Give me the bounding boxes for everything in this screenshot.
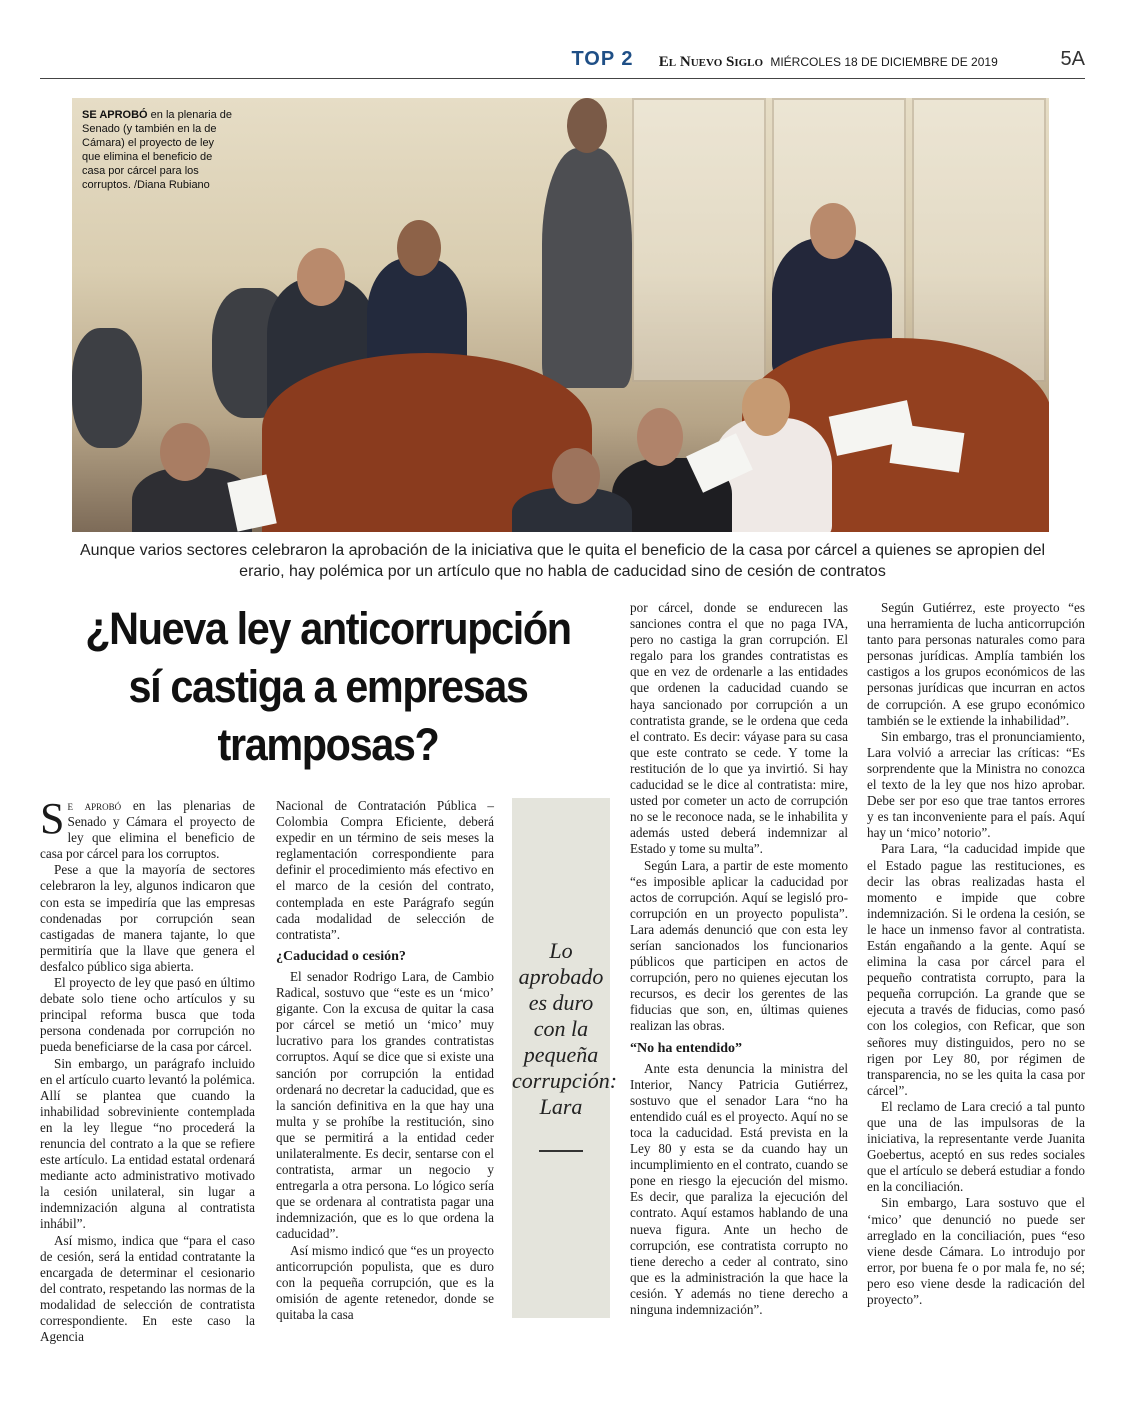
photo-caption-lead: SE APROBÓ [82, 109, 148, 121]
paragraph: Según Lara, a partir de este momento “es imposible aplicar la caducidad por actos de corrupción. Aquí se legisló pro-corrupción en un proyecto populista”. Lara además denunció que con esta ley serían sancionados los funcionarios públicos que participen en actos de corrupción, pero no quienes ejecutan los recursos, es decir los gerentes de las fiducias que son, en, últimas quienes realizan las obras. [630, 857, 848, 1034]
paragraph: Según Gutiérrez, este proyecto “es una herramienta de lucha anticorrupción tanto para personas naturales como para personas jurídicas. Amplía también los castigos a los grupos económicos de las personas jurídicas que incurran en actos de corrupción. A ese grupo económico también se le extiende la inhabilidad”. [867, 600, 1085, 728]
paragraph: Nacional de Contratación Pública –Colombia Compra Eficiente, deberá expedir en un término de seis meses la reglamentación correspondiente para definir el procedimiento más efectivo en el marco de la cesión del contrato, contemplada en este Parágrafo según cada modalidad de selección de contratista”. [276, 798, 494, 942]
headline-line-1: ¿Nueva ley anticorrupción [85, 603, 571, 654]
drop-cap: S [40, 794, 65, 843]
photo-caption [82, 108, 232, 192]
photo-cutline: Aunque varios sectores celebraron la aprobación de la iniciativa que le quita el beneficio de la casa por cárcel a quienes se apropien del erario, hay polémica por un artículo que no habla de caducidad sino de cesión de contratos [79, 542, 1046, 580]
paragraph: Sin embargo, Lara sostuvo que el ‘mico’ que denunció no puede ser arreglado en la conciliación, pues “eso viene desde Cámara. Lo introdujo por error, por buena fe o por mala fe, no sé; pero eso viene desde la radicación del proyecto”. [867, 1195, 1085, 1308]
subheading-no-ha-entendido: “No ha entendido” [630, 1040, 743, 1056]
article-column-1 [40, 794, 255, 1345]
page-header [40, 48, 1085, 79]
lead-smallcaps: e aprobó [67, 798, 122, 813]
paragraph: Sin embargo, un parágrafo incluido en el artículo cuarto levantó la polémica. Allí se plantea que cuando la inhabilidad sobreviniente contemplada en la ley llegue “no procederá la renuncia del contrato a la que se refiere este artículo. La entidad estatal ordenará mediante acto administrativo motivado la cesión unilateral, sin lugar a indemnización alguna al contratista inhábil”. [40, 1055, 255, 1232]
masthead [659, 54, 1045, 71]
paragraph: Pese a que la mayoría de sectores celebraron la ley, algunos indicaron que con esta se impediría que las empresas condenadas por corrupción sean castigadas de manera tajante, lo que permitiría que la llave que genera el desfalco público siga abierta. [40, 862, 255, 974]
headline-line-2: sí castiga a empresas [128, 661, 528, 712]
paragraph: Ante esta denuncia la ministra del Interior, Nancy Patricia Gutiérrez, sostuvo que el senador Lara “no ha entendido cuál es el proyecto. Aquí no se toca la caducidad. Está prevista en la Ley 80 y esta se da cuando hay un incumplimiento en el contrato, cuando se pone en riesgo la ejecución del mismo. Es decir, que paraliza la ejecución del contrato. Aquí estamos hablando de una nueva figura. Ante un hecho de corrupción, ese contratista corrupto no tiene derecho a ceder al contrato, sino que es la administración la que hace la cesión. Y además no tiene derecho a ninguna indemnización”. [630, 1060, 848, 1318]
page-number: 5A [1060, 48, 1085, 70]
article-column-2 [276, 798, 494, 1323]
section-label: TOP 2 [571, 48, 634, 70]
pull-quote [512, 798, 618, 1318]
article-headline [70, 600, 585, 774]
paper-name: El Nuevo Siglo [658, 54, 764, 70]
photo-caption-text: en la plenaria de Senado (y también en la de Cámara) el proyecto de ley que elimina el beneficio de casa por cárcel para los corruptos. /Diana Rubiano [82, 109, 233, 191]
pull-quote-rule [539, 1150, 583, 1152]
subheading-caducidad: ¿Caducidad o cesión? [276, 948, 406, 964]
paragraph: por cárcel, donde se endurecen las sanciones contra el que no paga IVA, pero no castiga la gran corrupción. El regalo para los grandes contratistas es que en vez de ordenarle a las entidades que ordenen la caducidad cuando se haya sancionado por corrupción a un contratista grande, se le ordena que ceda el contrato. Es decir: váyase para su casa que este contrato se cede. Y tome la restitución de lo que ya invirtió. Si hay caducidad se le dice al contratista: mire, usted por cometer un acto de corrupción no se le reconoce nada, se le inhabilita y además usted deberá indemnizar al Estado y tome su multa”. [630, 600, 848, 857]
paragraph: Así mismo, indica que “para el caso de cesión, será la entidad contratante la encargada de determinar el cesionario del contrato, respetando las normas de la modalidad de selección de contratista correspondiente. En este caso la Agencia [40, 1232, 255, 1345]
paragraph: en las plenarias de Senado y Cámara el proyecto de ley que elimina el beneficio de casa por cárcel para los corruptos. [40, 798, 255, 862]
issue-date: MIÉRCOLES 18 DE DICIEMBRE DE 2019 [770, 55, 998, 69]
article-column-3 [630, 600, 848, 1318]
pull-quote-text: Lo aprobado es duro con la pequeña corrupción: Lara [512, 938, 618, 1119]
paragraph: Sin embargo, tras el pronunciamiento, Lara volvió a arreciar las críticas: “Es sorprendente que la Ministra no conozca el texto de la ley que nos hizo aprobar. Debe ser por eso que trae tantos errores y es tan inconveniente para el país. Aquí hay un ‘mico’ notorio”. [867, 728, 1085, 841]
paragraph: Así mismo indicó que “es un proyecto anticorrupción populista, que es duro con la pequeña corrupción, que es la omisión de agente retenedor, donde se quitaba la casa [276, 1242, 494, 1322]
lead-photo [72, 98, 1049, 532]
article-column-4 [867, 600, 1085, 1308]
headline-line-3: tramposas? [217, 719, 439, 770]
paragraph: El reclamo de Lara creció a tal punto que una de las impulsoras de la iniciativa, la representante verde Juanita Goebertus, aceptó en sus redes sociales que el artículo se deberá estudiar a fondo en la conciliación. [867, 1098, 1085, 1195]
paragraph: El proyecto de ley que pasó en último debate solo tiene ocho artículos y su principal reforma busca que toda persona condenada por corrupción no pueda beneficiarse de la casa por cárcel. [40, 975, 255, 1055]
paragraph: El senador Rodrigo Lara, de Cambio Radical, sostuvo que “este es un ‘mico’ gigante. Con la excusa de quitar la casa por cárcel se metió un ‘mico’ muy lucrativo para los grandes contratistas corruptos. Aquí se dice que si existe una sanción por corrupción la entidad ordenará no decretar la caducidad, que es la sanción definitiva en la que hay una multa y se prohíbe la restitución, sino que se permitirá a la entidad ceder unilateralmente. Es decir, sentarse con el contratista, armar un negocio y entregarla a otra persona. Lo lógico sería que se ordenara al contratista pagar una indemnización, que es lo que ordena la caducidad”. [276, 968, 494, 1242]
paragraph: Para Lara, “la caducidad impide que el Estado pague las restituciones, es decir las obras realizadas hasta el momento e impide que cobre indemnización. Si le ordena la cesión, se le hace un inmenso favor al contratista. Están engañando a la gente. Aquí se elimina la casa por cárcel para el pequeño contratista corrupto, para la pequeña corrupción. La grande que se ejecuta a través de fiducias, como pasó con los colegios, con Reficar, que son señores muy distinguidos, pero no se rigen por Ley 80, por régimen de transparencia, no se les quita la casa por cárcel”. [867, 841, 1085, 1098]
